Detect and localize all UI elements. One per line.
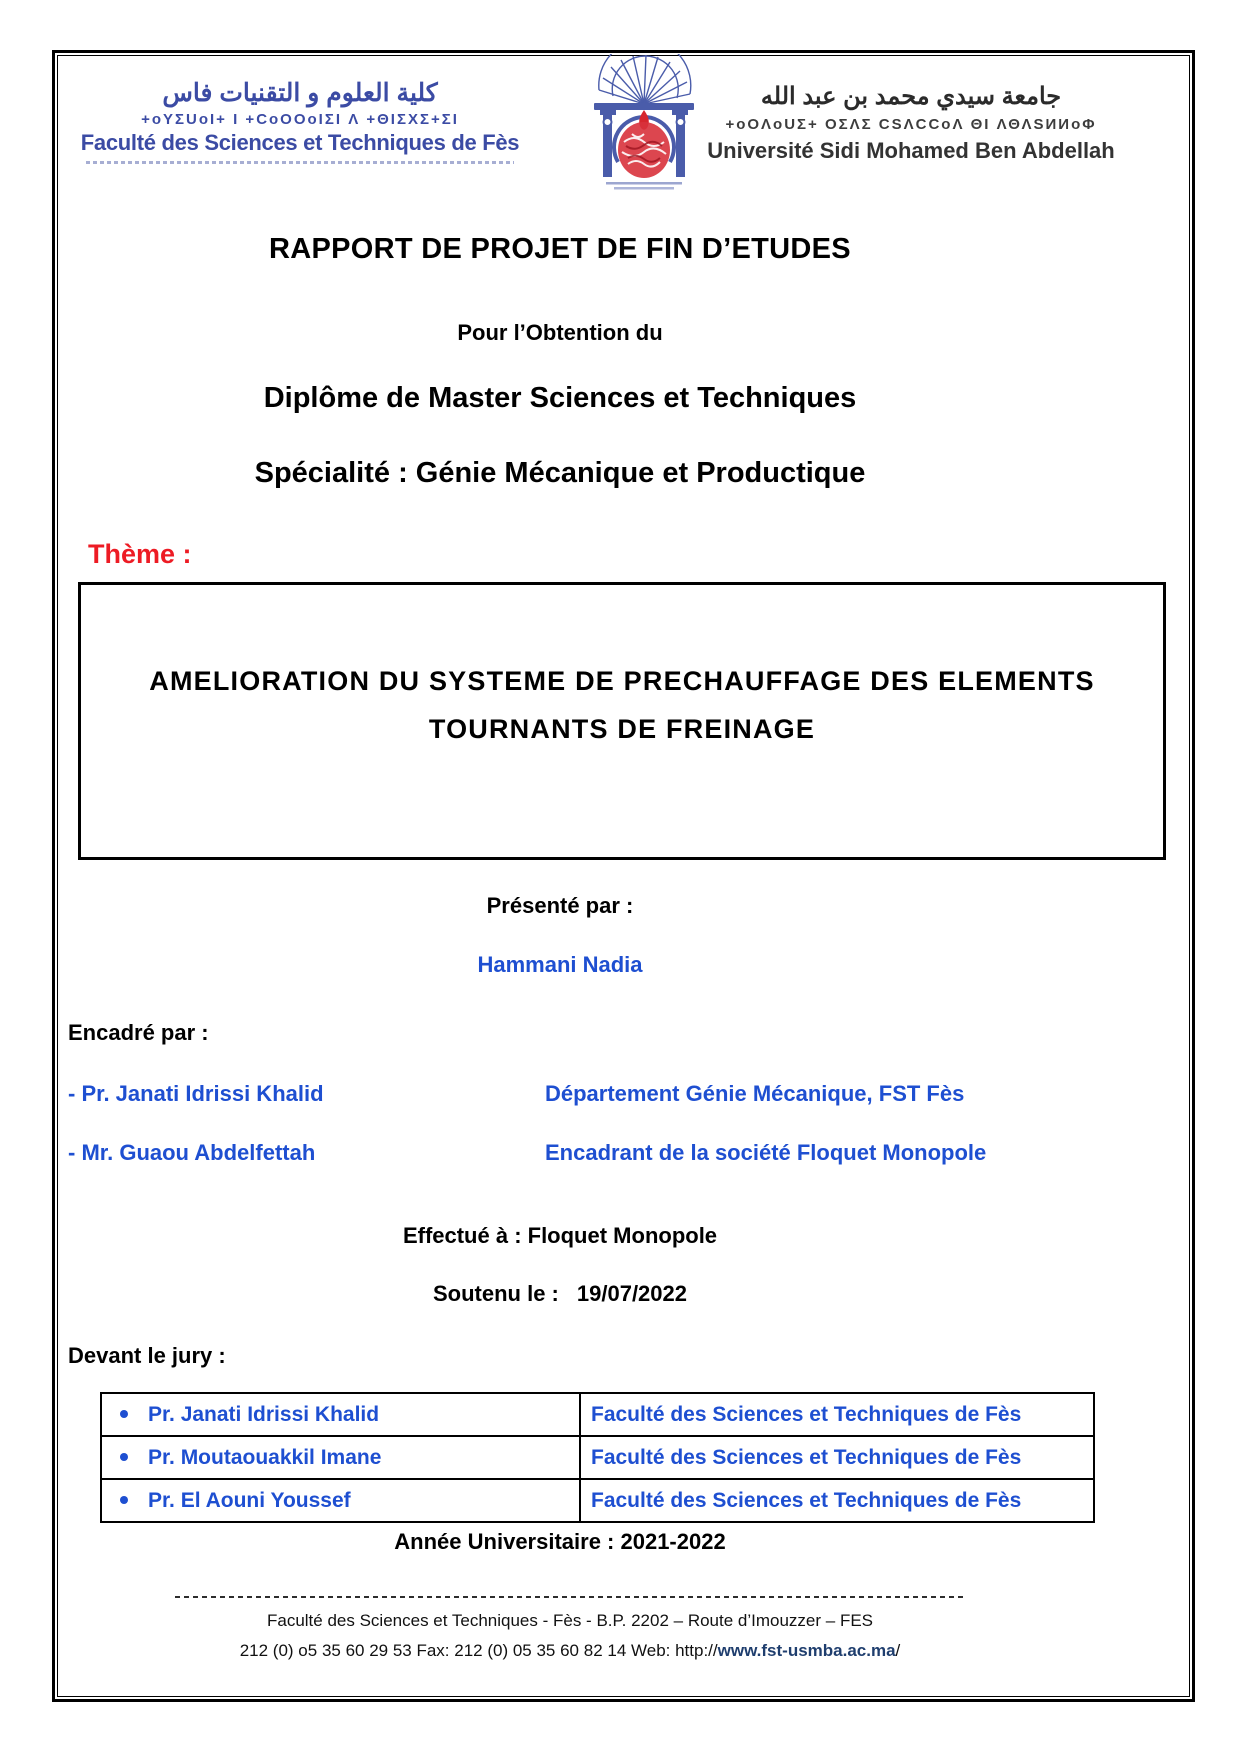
university-name-tifinagh: +oOΛoUΣ+ OΣΛΣ CSΛCCoΛ ΘI ΛΘΛSИИoΦ <box>725 116 1097 133</box>
presented-by-label: Présenté par : <box>486 893 634 918</box>
logo-caption-line1 <box>606 182 682 185</box>
bullet-icon <box>120 1496 128 1504</box>
academic-year-line: Année Universitaire : 2021-2022 <box>394 1529 726 1554</box>
for-obtaining-subtitle: Pour l’Obtention du <box>457 320 663 345</box>
jury-member-affiliation-cell: Faculté des Sciences et Techniques de Fès <box>580 1393 1094 1436</box>
university-name-french: Université Sidi Mohamed Ben Abdellah <box>707 138 1115 163</box>
footer-address-line: Faculté des Sciences et Techniques - Fès - B.P. 2202 – Route d’Imouzzer – FES <box>266 1611 874 1630</box>
bullet-icon <box>120 1410 128 1418</box>
defense-date-value: 19/07/2022 <box>576 1281 687 1306</box>
report-title: RAPPORT DE PROJET DE FIN D’ETUDES <box>269 233 851 265</box>
jury-member-affiliation-cell: Faculté des Sciences et Techniques de Fès <box>580 1479 1094 1522</box>
diploma-title: Diplôme de Master Sciences et Techniques <box>263 382 857 414</box>
university-name-block <box>705 80 1117 164</box>
footer-contact-prefix: 212 (0) o5 35 60 29 53 Fax: 212 (0) 05 35 60 82 14 Web: http:// <box>239 1641 718 1660</box>
supervisor-name: - Pr. Janati Idrissi Khalid <box>68 1081 324 1106</box>
jury-table <box>100 1392 1095 1523</box>
logo-calligraphy <box>618 110 670 178</box>
table-row <box>101 1436 1094 1479</box>
jury-member-name-cell <box>101 1436 580 1479</box>
table-row <box>101 1393 1094 1436</box>
theme-title-box <box>78 582 1166 860</box>
specialty-title: Spécialité : Génie Mécanique et Productique <box>254 457 866 489</box>
theme-label: Thème : <box>88 539 192 569</box>
defense-date-line <box>56 1281 1064 1306</box>
faculty-logo-block <box>78 76 522 164</box>
faculty-decorative-dashes <box>86 161 514 164</box>
logo-caption-line2 <box>614 187 674 190</box>
jury-member-name-cell <box>101 1393 580 1436</box>
table-row <box>101 1479 1094 1522</box>
university-logo <box>588 54 700 194</box>
footer-contact-line <box>56 1641 1084 1661</box>
jury-member-name: Pr. Janati Idrissi Khalid <box>148 1402 380 1426</box>
logo-fan-rays <box>599 54 691 104</box>
theme-title-line1: AMELIORATION DU SYSTEME DE PRECHAUFFAGE DES ELEMENTS <box>149 666 1095 696</box>
supervisor-affiliation: Encadrant de la société Floquet Monopole <box>545 1140 987 1165</box>
defense-date-label: Soutenu le : <box>433 1281 559 1306</box>
supervised-by-label: Encadré par : <box>68 1020 209 1045</box>
bullet-icon <box>120 1453 128 1461</box>
jury-member-affiliation-cell: Faculté des Sciences et Techniques de Fès <box>580 1436 1094 1479</box>
supervisor-name: - Mr. Guaou Abdelfettah <box>68 1140 316 1165</box>
theme-title-line2: TOURNANTS DE FREINAGE <box>428 714 816 744</box>
footer-contact-suffix: / <box>895 1641 901 1660</box>
footer-website-link[interactable]: www.fst-usmba.ac.ma <box>717 1641 896 1660</box>
footer-dashed-separator <box>175 1596 965 1598</box>
supervisor-affiliation: Département Génie Mécanique, FST Fès <box>545 1081 965 1106</box>
jury-member-name-cell <box>101 1479 580 1522</box>
jury-member-name: Pr. Moutaouakkil Imane <box>148 1445 382 1469</box>
performed-at-line: Effectué à : Floquet Monopole <box>402 1223 718 1248</box>
faculty-name-french: Faculté des Sciences et Techniques de Fès <box>80 130 520 155</box>
jury-member-name: Pr. El Aouni Youssef <box>148 1488 351 1512</box>
student-name: Hammani Nadia <box>477 952 643 977</box>
jury-label: Devant le jury : <box>68 1343 226 1368</box>
faculty-name-arabic: كلية العلوم و التقنيات فاس <box>162 79 438 107</box>
university-name-arabic: جامعة سيدي محمد بن عبد الله <box>760 83 1062 110</box>
faculty-name-tifinagh: +oYΣUoI+ I +CoOOoIΣI Λ +ΘIΣXΣ+ΣI <box>141 111 459 128</box>
